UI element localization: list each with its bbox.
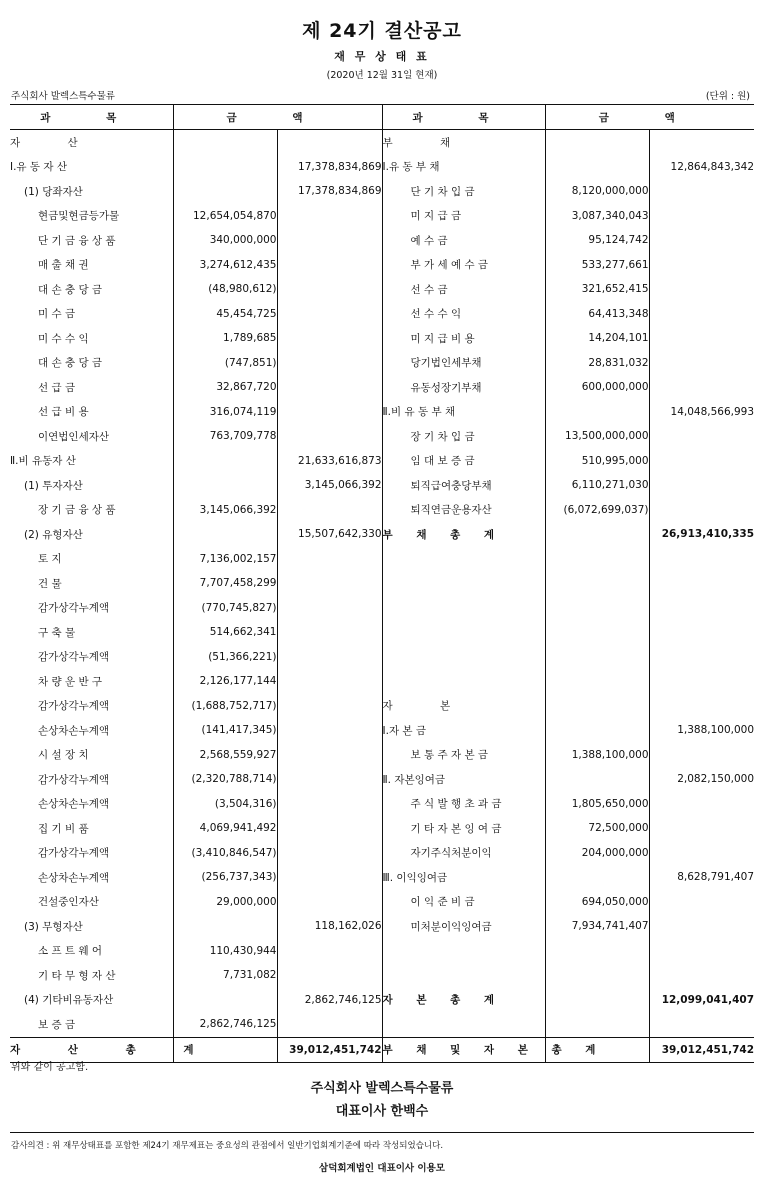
liability-item-label: 퇴직급여충당부채: [382, 473, 545, 498]
liability-item-label: 부 가 세 예 수 금: [382, 253, 545, 278]
liability-empty-cell: [545, 865, 649, 890]
table-row: [10, 424, 754, 449]
signature-ceo: 대표이사 한백수: [335, 1104, 429, 1119]
liability-empty-cell: [545, 669, 649, 694]
liability-empty-cell: [545, 694, 649, 719]
liability-empty-cell: [649, 228, 754, 253]
liability-subtotal-amount: 1,388,100,000: [649, 718, 754, 743]
asset-item-amount: (747,851): [173, 351, 277, 376]
table-row: [10, 988, 754, 1013]
asset-empty-cell: [277, 498, 382, 523]
asset-empty-cell: [277, 375, 382, 400]
liability-empty-cell: [649, 620, 754, 645]
liability-empty-cell: [382, 963, 545, 988]
liability-total-amount: 12,099,041,407: [649, 988, 754, 1013]
liability-total-amount: 26,913,410,335: [649, 522, 754, 547]
asset-empty-cell: [277, 767, 382, 792]
liability-empty-cell: [649, 939, 754, 964]
liability-empty-cell: [545, 620, 649, 645]
liability-item-label: 임 대 보 증 금: [382, 449, 545, 474]
liability-item-label: Ⅰ.유 동 부 채: [382, 155, 545, 180]
liability-empty-cell: [382, 571, 545, 596]
table-row: [10, 743, 754, 768]
liability-empty-cell: [649, 473, 754, 498]
table-row: [10, 473, 754, 498]
asset-total-amount: 39,012,451,742: [277, 1037, 382, 1063]
liability-section-label: 자 본: [382, 694, 545, 719]
asset-empty-cell: [277, 669, 382, 694]
company-name: 주식회사 발렉스특수물류: [11, 91, 115, 102]
table-row: [10, 669, 754, 694]
table-row: [10, 792, 754, 817]
liability-item-label: Ⅱ.비 유 동 부 채: [382, 400, 545, 425]
header-right-item: 과 목: [382, 105, 545, 130]
liability-empty-cell: [649, 669, 754, 694]
asset-item-label: 대 손 충 당 금: [38, 357, 103, 370]
header-left-amount: 금 액: [173, 105, 382, 130]
liability-item-label: 예 수 금: [382, 228, 545, 253]
liability-item-label: 당기법인세부채: [382, 351, 545, 376]
asset-item-label: 감가상각누계액: [38, 602, 110, 615]
liability-empty-cell: [649, 326, 754, 351]
asset-item-amount: 2,568,559,927: [173, 743, 277, 768]
asset-item-amount: 45,454,725: [173, 302, 277, 327]
liability-item-amount: 321,652,415: [545, 277, 649, 302]
asset-empty-cell: [277, 1012, 382, 1037]
liability-item-amount: (6,072,699,037): [545, 498, 649, 523]
liability-empty-cell: [649, 743, 754, 768]
liability-item-label: 퇴직연금운용자산: [382, 498, 545, 523]
statement-date: (2020년 12월 31일 현재): [326, 70, 438, 81]
asset-item-label: 선 급 금: [38, 381, 76, 394]
liability-empty-cell: [649, 596, 754, 621]
asset-empty-cell: [277, 547, 382, 572]
asset-empty-cell: [173, 914, 277, 939]
liability-item-amount: 72,500,000: [545, 816, 649, 841]
liability-empty-cell: [649, 277, 754, 302]
liability-empty-cell: [649, 890, 754, 915]
liab-equity-total-label: 부 채 및 자 본 총 계: [382, 1037, 545, 1063]
asset-item-label: 감가상각누계액: [38, 700, 110, 713]
liability-item-amount: 510,995,000: [545, 449, 649, 474]
asset-item-amount: 12,654,054,870: [173, 204, 277, 229]
liability-empty-cell: [649, 302, 754, 327]
liability-empty-cell: [649, 449, 754, 474]
liability-total-label: 부 채 총 계: [382, 522, 545, 547]
liability-empty-cell: [382, 939, 545, 964]
liability-item-amount: 6,110,271,030: [545, 473, 649, 498]
asset-empty-cell: [277, 816, 382, 841]
liability-empty-cell: [545, 645, 649, 670]
liability-item-label: 미 지 급 금: [382, 204, 545, 229]
table-row: [10, 890, 754, 915]
table-row: [10, 277, 754, 302]
asset-item-label: 보 증 금: [38, 1018, 76, 1031]
asset-subtotal-amount: 17,378,834,869: [277, 155, 382, 180]
asset-item-amount: 340,000,000: [173, 228, 277, 253]
asset-item-amount: 514,662,341: [173, 620, 277, 645]
liab-equity-total-amount: 39,012,451,742: [649, 1037, 754, 1063]
asset-item-amount: (256,737,343): [173, 865, 277, 890]
liability-item-amount: 533,277,661: [545, 253, 649, 278]
asset-subtotal-amount: 17,378,834,869: [277, 179, 382, 204]
liability-empty-cell: [649, 645, 754, 670]
table-row: [10, 841, 754, 866]
asset-empty-cell: [277, 596, 382, 621]
asset-empty-cell: [173, 179, 277, 204]
asset-item-label: 토 지: [38, 553, 62, 566]
auditor-name: 삼덕회계법인 대표이사 이용모: [319, 1163, 445, 1174]
asset-item-label: (1) 투자자산: [24, 479, 83, 492]
asset-empty-cell: [277, 130, 382, 155]
table-row: [10, 620, 754, 645]
liability-item-amount: 14,204,101: [545, 326, 649, 351]
asset-empty-cell: [277, 302, 382, 327]
liability-empty-cell: [649, 375, 754, 400]
liability-empty-cell: [545, 547, 649, 572]
audit-opinion: 감사의견 : 위 재무상태표를 포함한 제24기 재무제표는 중요성의 관점에서 일반기업회계기준에 따라 작성되었습니다.: [11, 1141, 444, 1151]
asset-item-label: 손상차손누계액: [38, 798, 110, 811]
table-row: [10, 645, 754, 670]
table-row: [10, 1012, 754, 1037]
asset-item-amount: 763,709,778: [173, 424, 277, 449]
statement-title: 재 무 상 태 표: [334, 50, 430, 63]
asset-item-label: 시 설 장 치: [38, 749, 89, 762]
asset-subtotal-amount: 2,862,746,125: [277, 988, 382, 1013]
asset-empty-cell: [277, 204, 382, 229]
asset-item-label: 감가상각누계액: [38, 847, 110, 860]
asset-item-label: 대 손 충 당 금: [38, 283, 103, 296]
table-row: [10, 130, 754, 155]
asset-item-amount: 3,145,066,392: [173, 498, 277, 523]
liability-item-amount: 600,000,000: [545, 375, 649, 400]
liability-item-label: 단 기 차 입 금: [382, 179, 545, 204]
asset-item-label: 손상차손누계액: [38, 871, 110, 884]
liability-empty-cell: [649, 816, 754, 841]
asset-section-label: 자 산: [10, 136, 100, 149]
asset-item-label: 장 기 금 융 상 품: [38, 504, 116, 517]
asset-empty-cell: [173, 988, 277, 1013]
asset-item-label: 건설중인자산: [38, 896, 99, 909]
liability-empty-cell: [545, 522, 649, 547]
asset-item-amount: 316,074,119: [173, 400, 277, 425]
liability-empty-cell: [649, 963, 754, 988]
liability-subtotal-amount: 14,048,566,993: [649, 400, 754, 425]
asset-item-amount: (51,366,221): [173, 645, 277, 670]
asset-item-label: 미 수 수 익: [38, 332, 89, 345]
liability-item-label: 선 수 금: [382, 277, 545, 302]
asset-empty-cell: [277, 865, 382, 890]
asset-item-amount: 29,000,000: [173, 890, 277, 915]
liability-empty-cell: [545, 571, 649, 596]
asset-empty-cell: [173, 522, 277, 547]
liability-item-amount: 8,120,000,000: [545, 179, 649, 204]
asset-item-label: (3) 무형자산: [24, 920, 83, 933]
asset-empty-cell: [277, 841, 382, 866]
liability-item-amount: 1,805,650,000: [545, 792, 649, 817]
table-row: [10, 204, 754, 229]
asset-item-label: 차 량 운 반 구: [38, 675, 103, 688]
asset-item-amount: 2,862,746,125: [173, 1012, 277, 1037]
asset-item-amount: 1,789,685: [173, 326, 277, 351]
asset-item-amount: 3,274,612,435: [173, 253, 277, 278]
liability-item-label: 기 타 자 본 잉 여 금: [382, 816, 545, 841]
asset-empty-cell: [173, 449, 277, 474]
asset-empty-cell: [277, 277, 382, 302]
notice-text: 위와 같이 공고함.: [11, 1062, 89, 1073]
asset-item-amount: (2,320,788,714): [173, 767, 277, 792]
table-row: [10, 326, 754, 351]
asset-empty-cell: [277, 400, 382, 425]
liability-item-label: 유동성장기부채: [382, 375, 545, 400]
liability-empty-cell: [649, 130, 754, 155]
table-row: [10, 718, 754, 743]
liability-empty-cell: [649, 253, 754, 278]
asset-item-amount: 32,867,720: [173, 375, 277, 400]
asset-item-amount: (48,980,612): [173, 277, 277, 302]
table-row: [10, 547, 754, 572]
liability-empty-cell: [649, 204, 754, 229]
liability-item-amount: 3,087,340,043: [545, 204, 649, 229]
asset-item-label: 소 프 트 웨 어: [38, 945, 103, 958]
asset-item-label: 감가상각누계액: [38, 773, 110, 786]
asset-empty-cell: [277, 253, 382, 278]
asset-item-amount: 2,126,177,144: [173, 669, 277, 694]
asset-empty-cell: [277, 743, 382, 768]
liability-subtotal-amount: 2,082,150,000: [649, 767, 754, 792]
table-row: [10, 914, 754, 939]
liability-item-amount: 95,124,742: [545, 228, 649, 253]
liability-item-amount: 1,388,100,000: [545, 743, 649, 768]
asset-item-label: Ⅰ.유 동 자 산: [10, 161, 68, 174]
table-row: [10, 228, 754, 253]
table-row: [10, 571, 754, 596]
table-row: [10, 449, 754, 474]
liability-item-label: 자기주식처분이익: [382, 841, 545, 866]
liability-empty-cell: [382, 669, 545, 694]
liability-item-label: Ⅰ.자 본 금: [382, 718, 545, 743]
table-row: [10, 522, 754, 547]
asset-empty-cell: [277, 326, 382, 351]
balance-sheet-table: [10, 104, 754, 1063]
liability-empty-cell: [649, 179, 754, 204]
asset-subtotal-amount: 21,633,616,873: [277, 449, 382, 474]
asset-item-label: (4) 기타비유동자산: [24, 994, 114, 1007]
liability-item-label: Ⅱ. 자본잉여금: [382, 767, 545, 792]
liability-empty-cell: [382, 547, 545, 572]
liability-empty-cell: [545, 596, 649, 621]
liability-item-label: 보 통 주 자 본 금: [382, 743, 545, 768]
liability-empty-cell: [545, 155, 649, 180]
liability-empty-cell: [649, 841, 754, 866]
page-title: 제 24기 결산공고: [302, 20, 462, 42]
asset-empty-cell: [277, 890, 382, 915]
asset-subtotal-amount: 15,507,642,330: [277, 522, 382, 547]
asset-item-label: 건 물: [38, 577, 62, 590]
asset-item-amount: (141,417,345): [173, 718, 277, 743]
liability-empty-cell: [545, 1012, 649, 1037]
asset-item-label: 미 수 금: [38, 308, 76, 321]
liability-empty-cell: [382, 1012, 545, 1037]
liability-subtotal-amount: 8,628,791,407: [649, 865, 754, 890]
asset-empty-cell: [277, 424, 382, 449]
table-row: [10, 498, 754, 523]
liability-empty-cell: [649, 351, 754, 376]
header-left-item: 과 목: [10, 105, 173, 130]
liability-empty-cell: [649, 424, 754, 449]
asset-item-label: 기 타 무 형 자 산: [38, 969, 116, 982]
divider: [10, 1132, 754, 1133]
liability-empty-cell: [649, 547, 754, 572]
asset-empty-cell: [277, 963, 382, 988]
asset-empty-cell: [277, 718, 382, 743]
asset-item-label: 단 기 금 융 상 품: [38, 234, 116, 247]
table-row: [10, 939, 754, 964]
asset-item-label: 감가상각누계액: [38, 651, 110, 664]
table-row: [10, 767, 754, 792]
liability-empty-cell: [382, 620, 545, 645]
table-row: [10, 400, 754, 425]
asset-item-label: (1) 당좌자산: [24, 185, 83, 198]
asset-item-amount: 4,069,941,492: [173, 816, 277, 841]
liability-item-label: Ⅲ. 이익잉여금: [382, 865, 545, 890]
liability-section-label: 부 채: [382, 130, 545, 155]
table-row: [10, 596, 754, 621]
asset-item-label: 현금및현금등가물: [38, 210, 120, 223]
asset-item-amount: (1,688,752,717): [173, 694, 277, 719]
unit-label: (단위 : 원): [705, 91, 750, 102]
liability-item-amount: 13,500,000,000: [545, 424, 649, 449]
asset-empty-cell: [277, 351, 382, 376]
table-header-row: [10, 105, 754, 130]
asset-subtotal-amount: 3,145,066,392: [277, 473, 382, 498]
liability-empty-cell: [649, 694, 754, 719]
liability-empty-cell: [649, 914, 754, 939]
liability-empty-cell: [545, 718, 649, 743]
asset-item-amount: 7,731,082: [173, 963, 277, 988]
asset-item-label: (2) 유형자산: [24, 528, 83, 541]
table-row: [10, 963, 754, 988]
header-right-amount: 금 액: [545, 105, 754, 130]
asset-empty-cell: [277, 571, 382, 596]
liability-empty-cell: [649, 498, 754, 523]
liability-item-label: 미 지 급 비 용: [382, 326, 545, 351]
liability-empty-cell: [545, 400, 649, 425]
liability-item-amount: 64,413,348: [545, 302, 649, 327]
asset-total-label: 자 산 총 계: [10, 1037, 173, 1063]
asset-item-label: 선 급 비 용: [38, 406, 89, 419]
liability-item-amount: 7,934,741,407: [545, 914, 649, 939]
asset-item-amount: (770,745,827): [173, 596, 277, 621]
liability-item-label: 선 수 수 익: [382, 302, 545, 327]
liability-empty-cell: [545, 767, 649, 792]
liability-item-label: 미처분이익잉여금: [382, 914, 545, 939]
liability-item-label: 장 기 차 입 금: [382, 424, 545, 449]
liability-empty-cell: [545, 939, 649, 964]
asset-item-amount: (3,504,316): [173, 792, 277, 817]
asset-item-label: 손상차손누계액: [38, 724, 110, 737]
asset-empty-cell: [277, 228, 382, 253]
liability-empty-cell: [649, 792, 754, 817]
asset-empty-cell: [173, 130, 277, 155]
liability-item-label: 주 식 발 행 초 과 금: [382, 792, 545, 817]
asset-empty-cell: [277, 645, 382, 670]
liability-item-label: 이 익 준 비 금: [382, 890, 545, 915]
asset-item-amount: 7,136,002,157: [173, 547, 277, 572]
table-row: [10, 816, 754, 841]
asset-empty-cell: [173, 473, 277, 498]
table-row: [10, 155, 754, 180]
table-row: [10, 253, 754, 278]
table-row: [10, 694, 754, 719]
liability-item-amount: 694,050,000: [545, 890, 649, 915]
asset-item-label: 이연법인세자산: [38, 430, 110, 443]
asset-empty-cell: [173, 155, 277, 180]
liability-empty-cell: [545, 963, 649, 988]
table-row: [10, 375, 754, 400]
table-row: [10, 351, 754, 376]
asset-empty-cell: [277, 694, 382, 719]
grand-total-row: [10, 1037, 754, 1063]
asset-item-label: 구 축 물: [38, 626, 76, 639]
liability-empty-cell: [545, 130, 649, 155]
liability-total-label: 자 본 총 계: [382, 988, 545, 1013]
liability-empty-cell: [649, 571, 754, 596]
asset-item-label: 매 출 채 권: [38, 259, 89, 272]
asset-item-amount: 110,430,944: [173, 939, 277, 964]
asset-empty-cell: [277, 792, 382, 817]
asset-item-label: 집 기 비 품: [38, 822, 89, 835]
liability-item-amount: 28,831,032: [545, 351, 649, 376]
liability-empty-cell: [382, 596, 545, 621]
table-row: [10, 179, 754, 204]
asset-subtotal-amount: 118,162,026: [277, 914, 382, 939]
liability-subtotal-amount: 12,864,843,342: [649, 155, 754, 180]
liability-empty-cell: [382, 645, 545, 670]
asset-empty-cell: [277, 939, 382, 964]
asset-item-amount: 7,707,458,299: [173, 571, 277, 596]
table-row: [10, 302, 754, 327]
liability-item-amount: 204,000,000: [545, 841, 649, 866]
table-row: [10, 865, 754, 890]
asset-empty-cell: [277, 620, 382, 645]
liability-empty-cell: [545, 988, 649, 1013]
asset-item-amount: (3,410,846,547): [173, 841, 277, 866]
signature-company: 주식회사 발렉스특수물류: [310, 1081, 454, 1096]
asset-item-label: Ⅱ.비 유동자 산: [10, 455, 76, 468]
liability-empty-cell: [649, 1012, 754, 1037]
